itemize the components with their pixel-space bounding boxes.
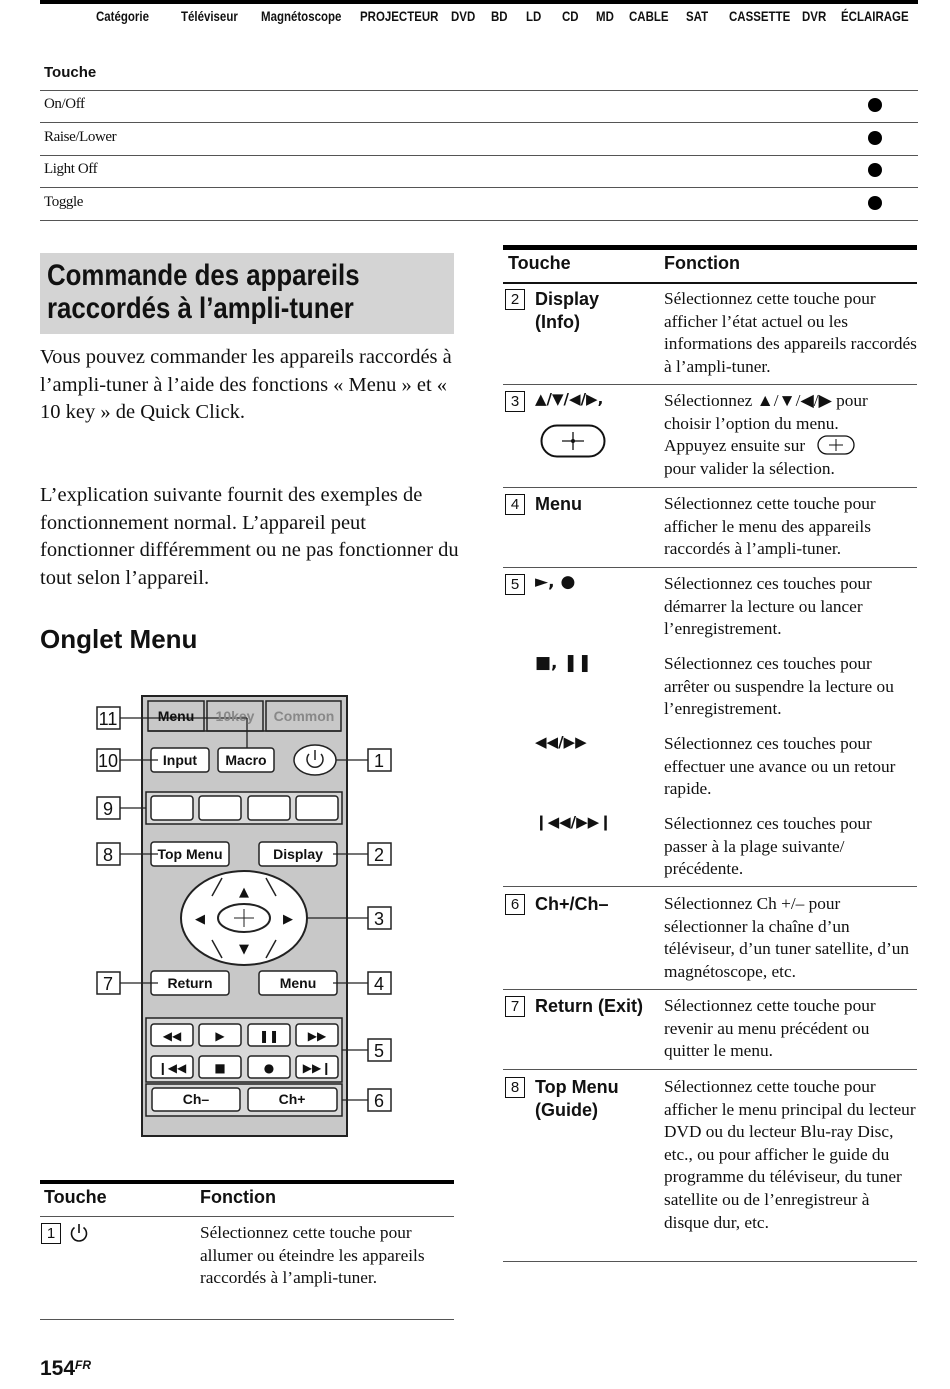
row-number-8: 8 [505,1077,525,1098]
top-table-row-toggle: Toggle [44,194,84,210]
row-5a-key: ►, ● [535,572,576,592]
subsection-title: Onglet Menu [40,624,198,654]
top-table-rule [40,187,918,188]
section-heading-box [40,253,454,334]
bottom-left-header-func: Fonction [200,1187,276,1207]
top-table-row-light-off: Light Off [44,161,98,177]
top-table-row-onoff: On/Off [44,96,85,112]
callout-6: 6 [373,1091,385,1111]
macro-label: Macro [225,752,267,768]
row-3-function-line4: pour valider la sélection. [664,458,835,478]
arrow-left-icon: ◀ [195,912,205,927]
page-language-suffix: FR [75,1358,92,1372]
top-table-rule [40,220,918,221]
category-label: Catégorie [96,8,149,24]
arrow-up-icon: ▲ [239,885,249,900]
row-3-key-arrows: ▲/▼/◀/▶, [535,390,604,408]
top-table-rule [40,90,918,91]
blank-button [151,796,193,820]
applicable-dot [868,196,882,210]
right-table-top-rule [503,245,917,250]
right-header-func: Fonction [664,253,740,273]
previous-track-icon: ❙◀◀ [157,1061,187,1075]
blank-button [199,796,241,820]
callout-4: 4 [373,974,385,994]
tab-menu-label: Menu [157,708,195,724]
section-title-line2: raccordés à l’ampli-tuner [47,292,354,325]
bottom-left-table-top-rule [40,1180,454,1184]
row-3-function-line2: choisir l’option du menu. [664,413,839,433]
table-rule [503,989,917,990]
row-8-function: Sélectionnez cette touche pour afficher le menu principal du lecteur DVD ou du lecteur Blu-ray Disc, etc., ou pour afficher le guide du programme du téléviseur, du tuner satellite ou de l’enregistreur à disque dur, etc. [664,1077,916,1232]
power-icon [68,1222,90,1244]
category-lighting: ÉCLAIRAGE [841,8,909,24]
top-table-rule [40,155,918,156]
row-number-4: 4 [505,494,525,515]
category-ld: LD [526,8,542,24]
tab-common-label: Common [273,708,335,724]
category-cable: CABLE [629,8,669,24]
row-5b-key: ■, ❚❚ [535,653,592,673]
callout-8: 8 [102,845,114,865]
row-4-function: Sélectionnez cette touche pour afficher le menu des appareils raccordés à l’ampli-tuner. [664,494,876,559]
tab-10key-label: 10key [215,708,255,724]
callout-2: 2 [373,845,385,865]
applicable-dot [868,98,882,112]
table-rule [40,1319,454,1320]
row-2-key-line2: (Info) [535,312,580,332]
callout-9: 9 [102,799,114,819]
row-number-7: 7 [505,996,525,1017]
row-number-2: 2 [505,289,525,310]
table-rule [503,487,917,488]
enter-button-icon [540,424,606,458]
category-header [40,8,918,30]
row-number-5: 5 [505,574,525,595]
category-md: MD [596,8,614,24]
play-icon: ▶ [215,1029,225,1043]
category-tv: Téléviseur [181,8,238,24]
ch-minus-label: Ch– [182,1091,210,1107]
row-8-key-line2: (Guide) [535,1100,598,1120]
row-6-function: Sélectionnez Ch +/– pour sélectionner la chaîne d’un téléviseur, d’un tuner satellite, d’un magnétoscope, etc. [664,894,910,981]
top-table-header: Touche [44,64,97,81]
record-icon: ● [263,1061,275,1075]
table-rule [40,1216,454,1217]
row-5c-key: ◀◀/▶▶ [535,733,587,751]
row-2-function: Sélectionnez cette touche pour afficher l’état actuel ou les informations des appareils raccordés à l’ampli-tuner. [664,289,917,376]
enter-inline-icon [817,435,855,455]
category-projector: PROJECTEUR [360,8,439,24]
category-dvd: DVD [451,8,476,24]
table-rule [503,384,917,385]
table-rule [503,1069,917,1070]
input-label: Input [162,752,198,768]
top-menu-label: Top Menu [157,846,223,862]
arrow-right-icon: ▶ [283,912,293,927]
row-3-function [664,390,918,480]
category-sat: SAT [686,8,709,24]
rewind-icon: ◀◀ [162,1029,182,1043]
menu-label: Menu [279,975,317,991]
arrow-down-icon: ▼ [239,942,249,957]
intro-paragraph: Vous pouvez commander les appareils raccordés à l’ampli-tuner à l’aide des fonctions « Menu » et « 10 key » de Quick Click. [40,346,452,423]
row-7-key: Return (Exit) [535,996,643,1016]
applicable-dot [868,163,882,177]
category-cassette: CASSETTE [729,8,791,24]
row-2-key [535,288,599,334]
row-5d-function: Sélectionnez ces touches pour passer à la plage suivante/ précédente. [664,814,872,879]
row-5d-key: ❙◀◀/▶▶❙ [535,813,612,831]
right-header-key: Touche [508,253,571,273]
table-rule [503,567,917,568]
section-title-line1: Commande des appareils [47,259,360,292]
row-number-3: 3 [505,391,525,412]
callout-10: 10 [97,751,119,771]
row-3-function-line3 [664,435,918,458]
row-7-function: Sélectionnez cette touche pour revenir au menu précédent ou quitter le menu. [664,996,876,1061]
table-rule [503,282,917,284]
row-number-6: 6 [505,894,525,915]
row-1-function: Sélectionnez cette touche pour allumer ou éteindre les appareils raccordés à l’ampli-tuner. [200,1223,425,1288]
table-rule [503,886,917,887]
top-table-rule [40,122,918,123]
page-number-value: 154 [40,1357,76,1380]
page-number [40,1357,91,1381]
category-top-rule [40,0,918,4]
row-number-1: 1 [41,1223,61,1244]
category-bd: BD [491,8,508,24]
row-2-key-line1: Display [535,289,600,309]
pause-icon: ❚❚ [258,1029,280,1043]
bottom-left-header-key: Touche [44,1187,107,1207]
explanation-paragraph: L’explication suivante fournit des exemples de fonctionnement normal. L’appareil peut fonctionner différemment ou ne pas fonctionner du tout selon l’appareil. [40,484,459,589]
row-5b-function: Sélectionnez ces touches pour arrêter ou suspendre la lecture ou l’enregistrement. [664,654,894,719]
row-5a-function: Sélectionnez ces touches pour démarrer la lecture ou lancer l’enregistrement. [664,574,872,639]
row-6-key: Ch+/Ch– [535,894,609,914]
callout-1: 1 [373,751,385,771]
fast-forward-icon: ▶▶ [307,1029,327,1043]
row-5c-function: Sélectionnez ces touches pour effectuer une avance ou un retour rapide. [664,734,896,799]
stop-icon: ■ [214,1061,226,1075]
category-cd: CD [562,8,579,24]
blank-button [248,796,290,820]
category-dvr: DVR [802,8,827,24]
top-table-row-raise-lower: Raise/Lower [44,129,117,145]
table-rule [503,1261,917,1262]
display-label: Display [273,846,323,862]
row-3-function-line1: Sélectionnez ▲/▼/◀/▶ pour [664,391,868,410]
section-title [47,259,360,325]
remote-menu-tab-illustration [90,690,400,1140]
applicable-dot [868,131,882,145]
callout-7: 7 [102,974,114,994]
row-8-key [535,1076,619,1122]
return-label: Return [167,975,213,991]
next-track-icon: ▶▶❙ [302,1061,332,1075]
callout-3: 3 [373,909,385,929]
blank-button [296,796,338,820]
category-vcr: Magnétoscope [261,8,342,24]
row-3-function-line3-text: Appuyez ensuite sur [664,436,806,456]
row-4-key: Menu [535,494,582,514]
callout-11: 11 [98,709,118,729]
ch-plus-label: Ch+ [278,1091,306,1107]
row-8-key-line1: Top Menu [535,1077,619,1097]
callout-5: 5 [373,1041,385,1061]
